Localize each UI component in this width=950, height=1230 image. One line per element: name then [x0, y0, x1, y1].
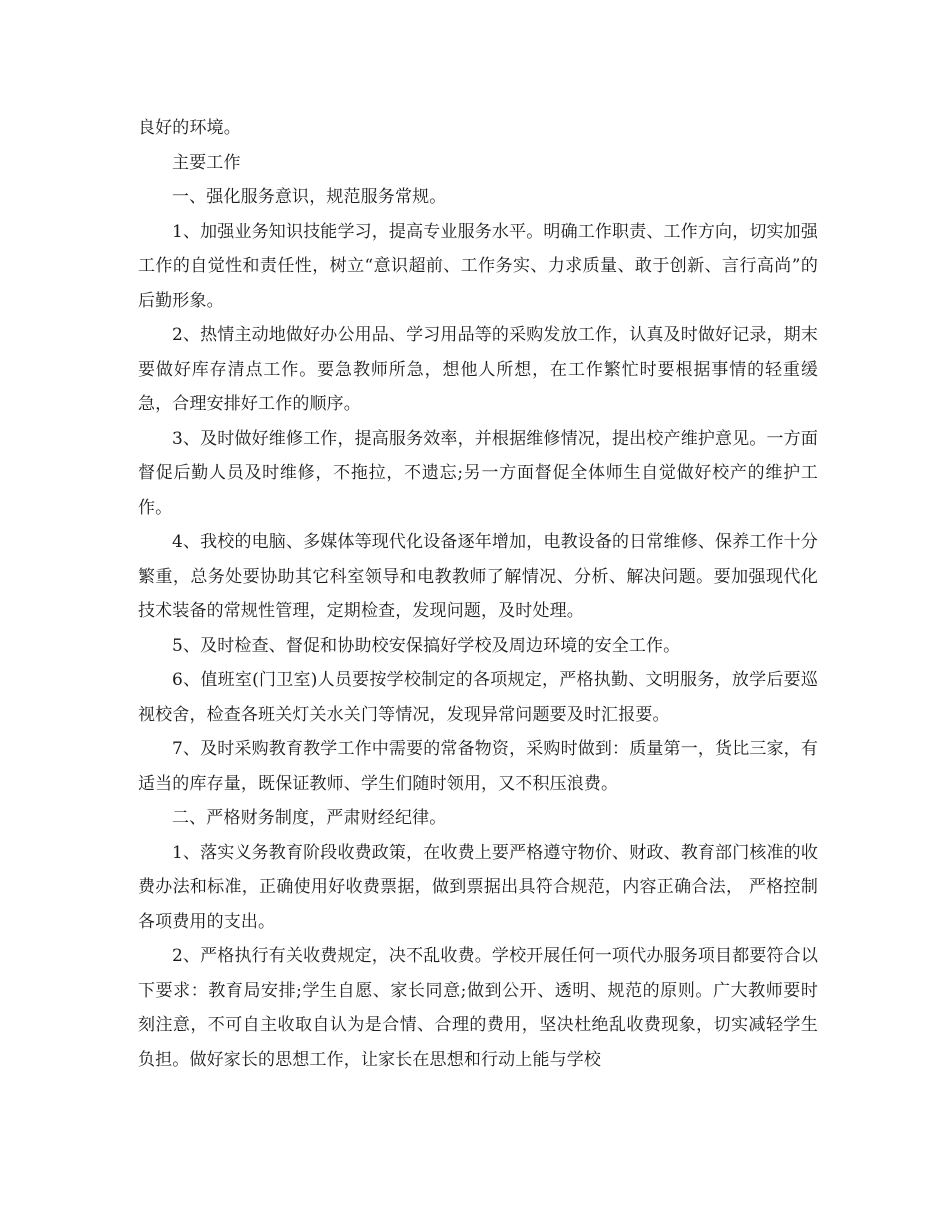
paragraph: 3、及时做好维修工作，提高服务效率，并根据维修情况，提出校产维护意见。一方面督促后勤人员及时维修，不拖拉，不遗忘;另一方面督促全体师生自觉做好校产的维护工作。 — [138, 428, 818, 518]
paragraph: 4、我校的电脑、多媒体等现代化设备逐年增加，电教设备的日常维修、保养工作十分繁重，总务处要协助其它科室领导和电教教师了解情况、分析、解决问题。要加强现代化技术装备的常规性管理，定期检查，发现问题，及时处理。 — [138, 532, 818, 621]
paragraph: 6、值班室(门卫室)人员要按学校制定的各项规定，严格执勤、文明服务，放学后要巡视校舍，检查各班关灯关水关门等情况，发现异常问题要及时汇报要。 — [138, 670, 818, 725]
paragraph: 良好的环境。 — [138, 118, 241, 138]
paragraph: 1、落实义务教育阶段收费政策，在收费上要严格遵守物价、财政、教育部门核准的收费办法和标准，正确使用好收费票据，做到票据出具符合规范，内容正确合法， 严格控制各项费用的支出。 — [138, 842, 818, 932]
paragraph: 5、及时检查、督促和协助校安保搞好学校及周边环境的安全工作。 — [172, 635, 681, 656]
paragraph: 2、热情主动地做好办公用品、学习用品等的采购发放工作，认真及时做好记录，期末要做好库存清点工作。要急教师所急，想他人所想，在工作繁忙时要根据事情的轻重缓急，合理安排好工作的顺序。 — [138, 325, 818, 414]
subsection-heading: 一、强化服务意识，规范服务常规。 — [172, 187, 447, 207]
section-heading: 主要工作 — [172, 152, 241, 173]
subsection-heading: 二、严格财务制度，严肃财经纪律。 — [172, 808, 447, 828]
paragraph: 7、及时采购教育教学工作中需要的常备物资，采购时做到：质量第一，货比三家，有适当的库存量，既保证教师、学生们随时领用，又不积压浪费。 — [138, 739, 818, 794]
paragraph: 2、严格执行有关收费规定，决不乱收费。学校开展任何一项代办服务项目都要符合以下要求：教育局安排;学生自愿、家长同意;做到公开、透明、规范的原则。广大教师要时刻注意，不可自主收取自认为是合情、合理的费用，坚决杜绝乱收费现象，切实减轻学生负担。做好家长的思想工作，让家长在思想和行动上能与学校 — [138, 946, 818, 1070]
paragraph: 1、加强业务知识技能学习，提高专业服务水平。明确工作职责、工作方向，切实加强工作的自觉性和责任性，树立“意识超前、工作务实、力求质量、敢于创新、言行高尚”的后勤形象。 — [138, 221, 818, 311]
document-body — [138, 111, 818, 1077]
